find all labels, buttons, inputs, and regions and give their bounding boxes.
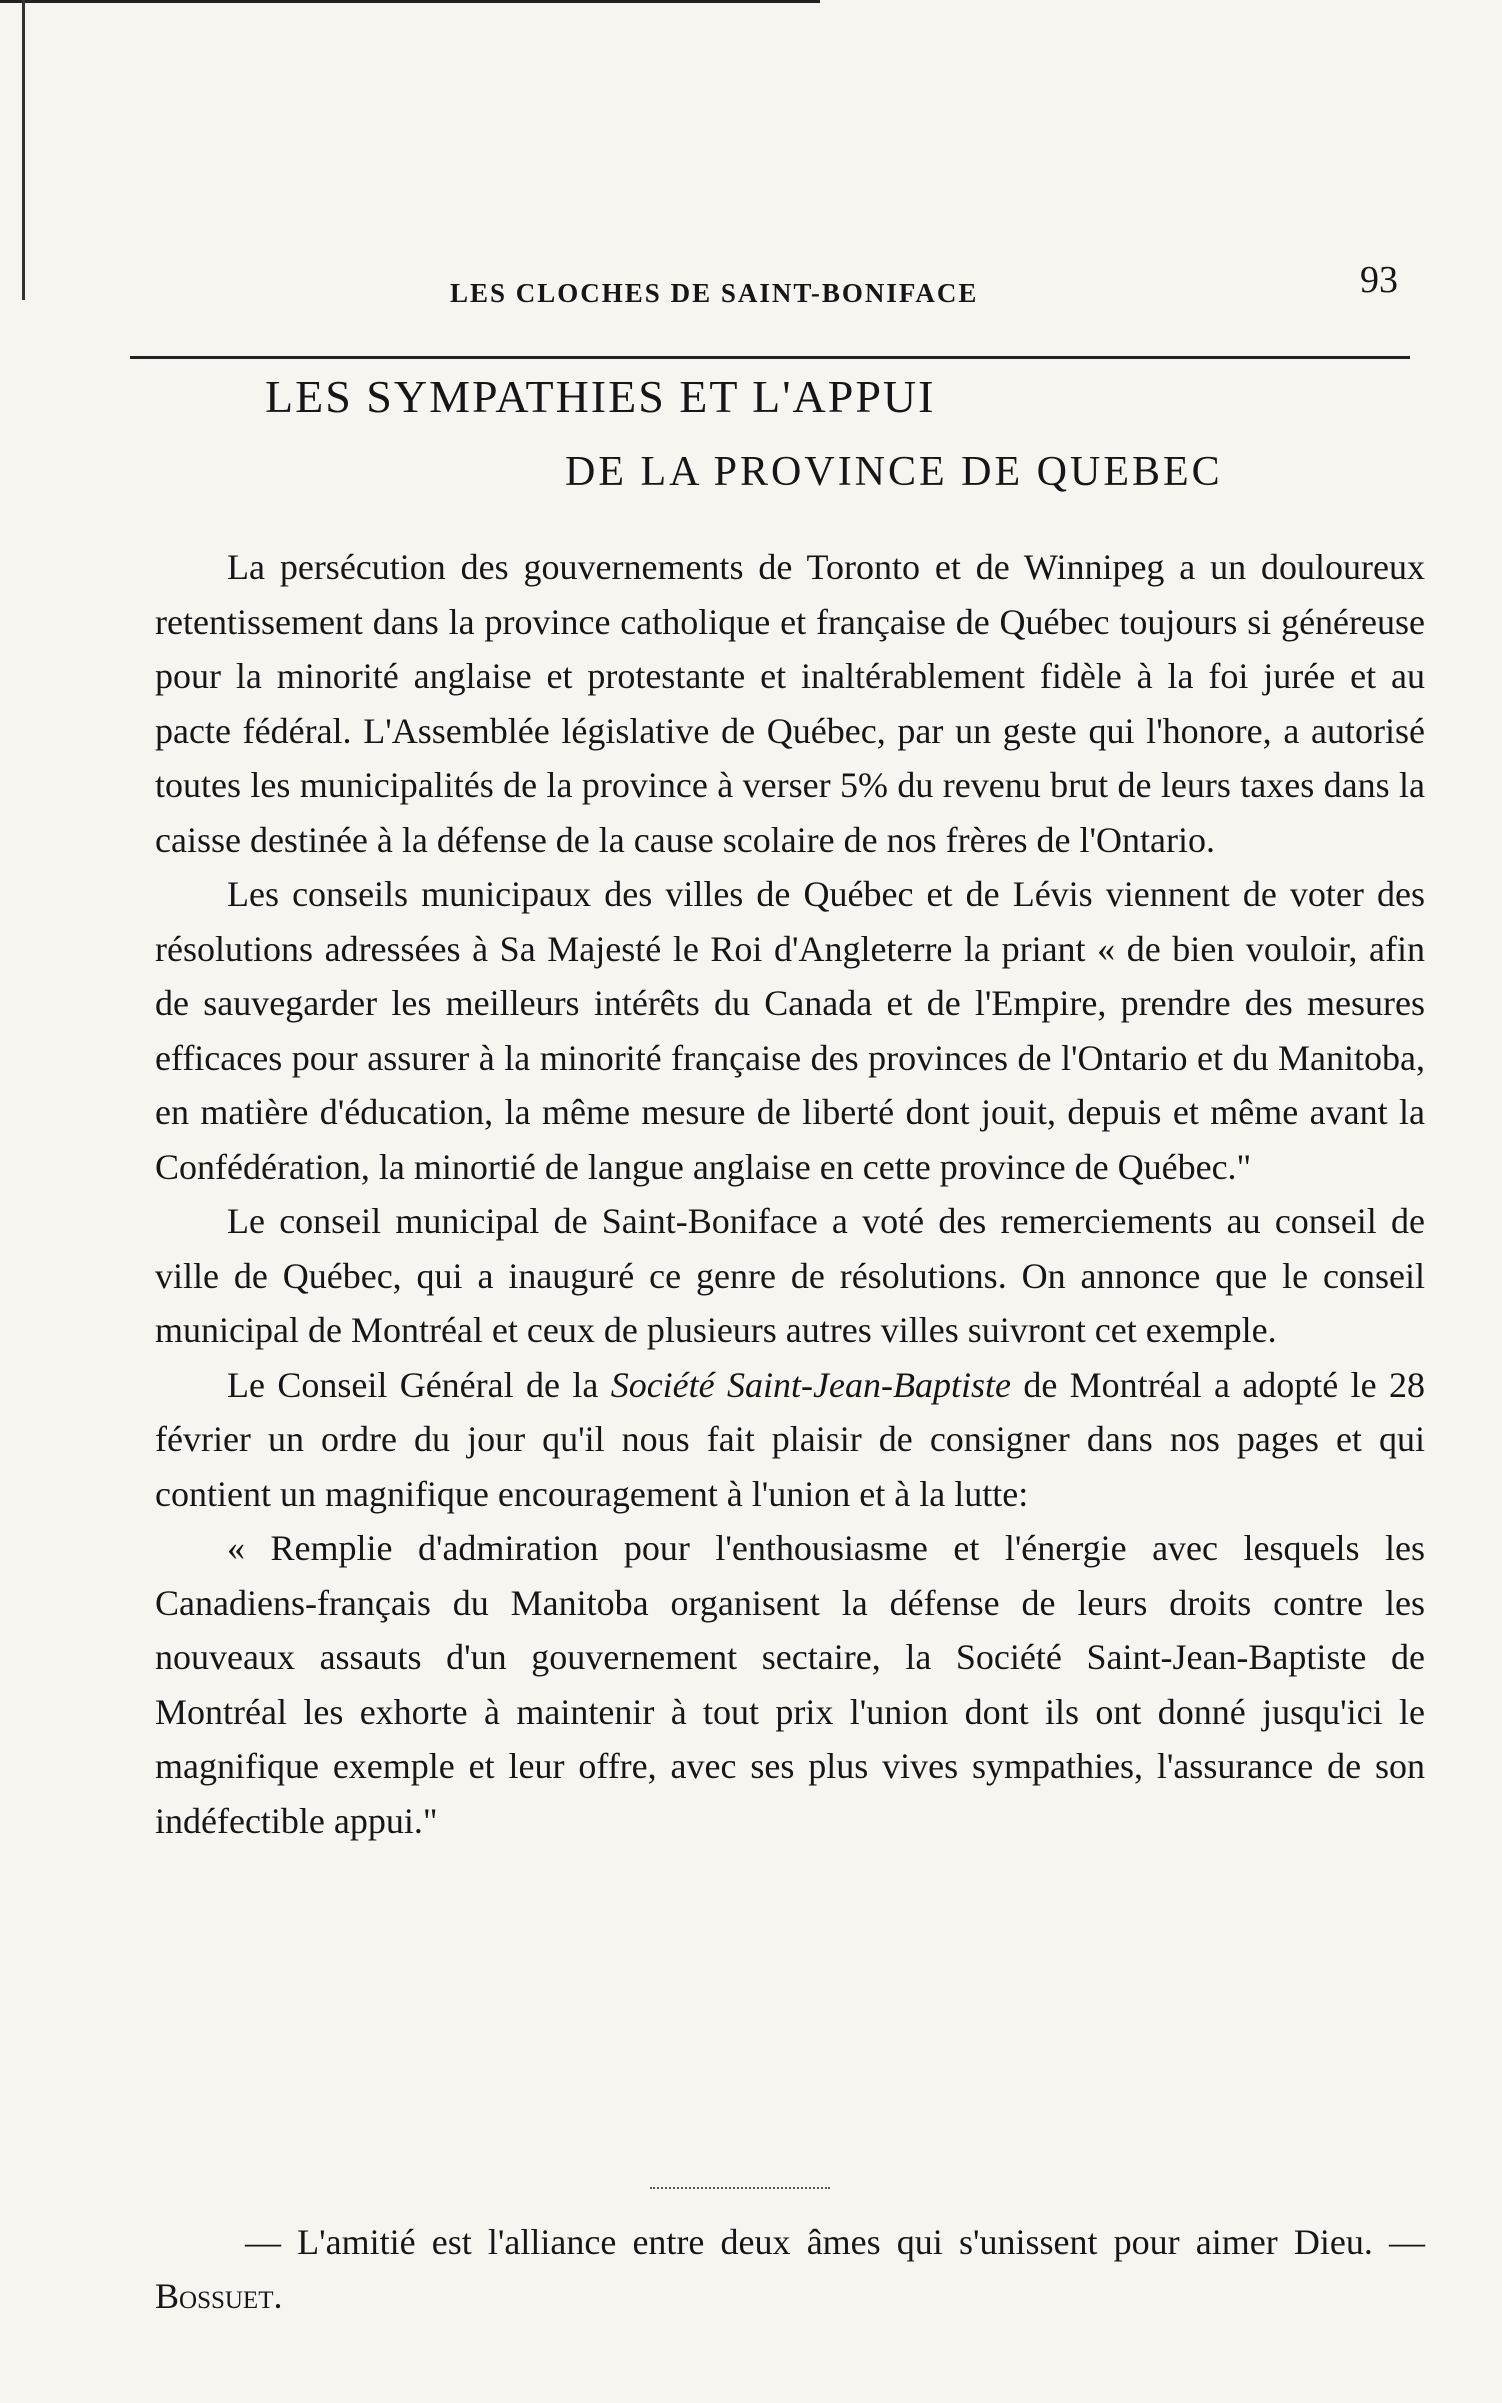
maxim-text: — L'amitié est l'alliance entre deux âmes qui s'unissent pour aimer Dieu. — [245, 2222, 1425, 2262]
page-header [130, 258, 1410, 318]
article-body [155, 540, 1425, 1848]
article-title-line2: DE LA PROVINCE DE QUEBEC [565, 449, 1223, 495]
header-rule [130, 356, 1410, 359]
running-title: LES CLOCHES DE SAINT-BONIFACE [450, 278, 979, 308]
page-number: 93 [1360, 259, 1398, 301]
paragraph-5-quote: « Remplie d'admiration pour l'enthousiasme et l'énergie avec lesquels les Canadiens-français du Manitoba organisent la défense de leurs droits contre les nouveaux assauts d'un gouvernement sectaire, la Société Saint-Jean-Baptiste de Montréal les exhorte à maintenir à tout prix l'union dont ils ont donné jusqu'ici le magnifique exemple et leur offre, avec ses plus vives sympathies, l'assurance de son indéfectible appui." [155, 1528, 1425, 1841]
maxim [155, 2215, 1425, 2323]
paragraph-4 [155, 1358, 1425, 1522]
scan-edge-left [22, 0, 25, 300]
paragraph-4-end: de Montréal a adopté le 28 février un ordre du jour qu'il nous fait plaisir de consigner dans nos pages et qui contient un magnifique encouragement à l'union et à la lutte: [155, 1364, 1426, 1514]
maxim-author: Bossuet. [155, 2276, 283, 2316]
paragraph-4-start: Le Conseil Général de la [227, 1364, 599, 1405]
scan-edge-top [0, 0, 820, 3]
paragraph-1: La persécution des gouvernements de Toronto et de Winnipeg a un douloureux retentissement dans la province catholique et française de Québec toujours si généreuse pour la minorité anglaise et protestante et inaltérablement fidèle à la foi jurée et au pacte fédéral. L'Assemblée législative de Québec, par un geste qui l'honore, a autorisé toutes les municipalités de la province à verser 5% du revenu brut de leurs taxes dans la caisse destinée à la défense de la cause scolaire de nos frères de l'Ontario. [155, 547, 1425, 860]
article-title-line1: LES SYMPATHIES ET L'APPUI [265, 371, 936, 422]
section-separator [650, 2187, 830, 2189]
paragraph-2: Les conseils municipaux des villes de Québec et de Lévis viennent de voter des résolutions adressées à Sa Majesté le Roi d'Angleterre la priant « de bien vouloir, afin de sauvegarder les meilleurs intérêts du Canada et de l'Empire, prendre des mesures efficaces pour assurer à la minorité française des provinces de l'Ontario et du Manitoba, en matière d'éducation, la même mesure de liberté dont jouit, depuis et même avant la Confédération, la minortié de langue anglaise en cette province de Québec." [155, 874, 1425, 1187]
paragraph-3: Le conseil municipal de Saint-Boniface a voté des remerciements au conseil de ville de Québec, qui a inauguré ce genre de résolutions. On annonce que le conseil municipal de Montréal et ceux de plusieurs autres villes suivront cet exemple. [155, 1201, 1425, 1350]
society-name: Société Saint-Jean-Baptiste [610, 1364, 1011, 1405]
